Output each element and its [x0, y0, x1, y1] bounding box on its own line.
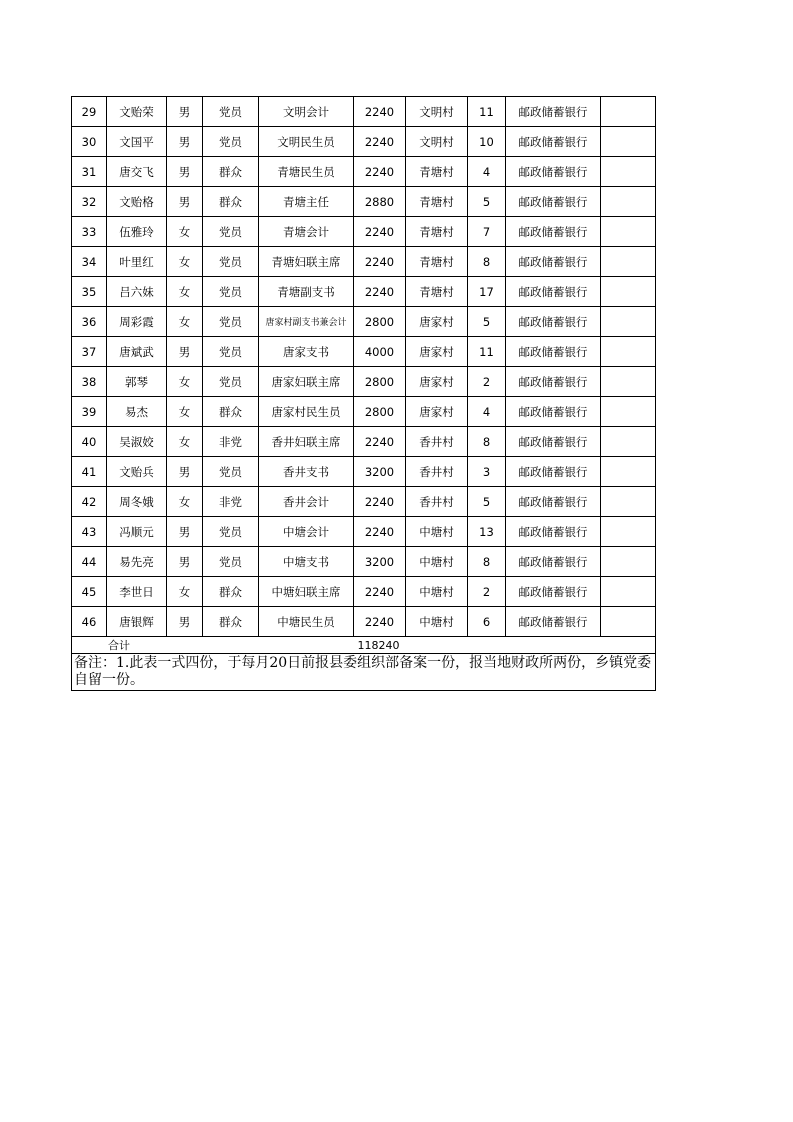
cell-position: 唐家村副支书兼会计: [259, 307, 354, 337]
cell-party: 党员: [203, 367, 259, 397]
cell-party: 党员: [203, 247, 259, 277]
total-row: [72, 637, 656, 654]
cell-name: 文贻兵: [107, 457, 167, 487]
cell-sex: 男: [167, 127, 203, 157]
cell-amount: 3200: [354, 457, 406, 487]
cell-position: 青塘副支书: [259, 277, 354, 307]
cell-party: 群众: [203, 187, 259, 217]
cell-amount: 2880: [354, 187, 406, 217]
cell-remark: [601, 517, 656, 547]
note-row: [72, 654, 656, 691]
cell-party: 群众: [203, 397, 259, 427]
cell-party: 党员: [203, 337, 259, 367]
table-body: [72, 97, 656, 637]
table-row: [72, 217, 656, 247]
cell-months: 4: [468, 157, 506, 187]
cell-village: 青塘村: [406, 277, 468, 307]
table-row: [72, 517, 656, 547]
table-row: [72, 367, 656, 397]
cell-bank: 邮政储蓄银行: [506, 247, 601, 277]
cell-no: 30: [72, 127, 107, 157]
cell-amount: 2800: [354, 397, 406, 427]
cell-village: 香井村: [406, 427, 468, 457]
cell-no: 39: [72, 397, 107, 427]
table-row: [72, 187, 656, 217]
cell-name: 叶里红: [107, 247, 167, 277]
cell-no: 31: [72, 157, 107, 187]
cell-party: 群众: [203, 577, 259, 607]
cell-village: 青塘村: [406, 187, 468, 217]
cell-bank: 邮政储蓄银行: [506, 547, 601, 577]
cell-remark: [601, 427, 656, 457]
cell-name: 郭琴: [107, 367, 167, 397]
table-row: [72, 247, 656, 277]
payroll-table: [71, 96, 656, 691]
cell-months: 5: [468, 487, 506, 517]
cell-amount: 2240: [354, 247, 406, 277]
cell-no: 32: [72, 187, 107, 217]
cell-bank: 邮政储蓄银行: [506, 607, 601, 637]
cell-bank: 邮政储蓄银行: [506, 277, 601, 307]
cell-village: 中塘村: [406, 517, 468, 547]
cell-remark: [601, 367, 656, 397]
cell-sex: 男: [167, 517, 203, 547]
cell-village: 香井村: [406, 487, 468, 517]
cell-amount: 3200: [354, 547, 406, 577]
note-text: 备注：1.此表一式四份，于每月20日前报县委组织部备案一份，报当地财政所两份，乡镇党委自留一份。: [72, 654, 656, 691]
cell-position: 香井会计: [259, 487, 354, 517]
cell-sex: 女: [167, 217, 203, 247]
cell-sex: 男: [167, 97, 203, 127]
cell-party: 群众: [203, 607, 259, 637]
table-row: [72, 337, 656, 367]
cell-remark: [601, 487, 656, 517]
table-row: [72, 457, 656, 487]
table-row: [72, 277, 656, 307]
cell-no: 38: [72, 367, 107, 397]
cell-months: 17: [468, 277, 506, 307]
cell-party: 党员: [203, 217, 259, 247]
cell-months: 5: [468, 307, 506, 337]
cell-bank: 邮政储蓄银行: [506, 187, 601, 217]
cell-bank: 邮政储蓄银行: [506, 217, 601, 247]
cell-remark: [601, 97, 656, 127]
cell-amount: 2240: [354, 517, 406, 547]
cell-months: 4: [468, 397, 506, 427]
cell-village: 香井村: [406, 457, 468, 487]
cell-village: 文明村: [406, 97, 468, 127]
cell-no: 37: [72, 337, 107, 367]
cell-name: 文贻荣: [107, 97, 167, 127]
cell-bank: 邮政储蓄银行: [506, 97, 601, 127]
table-row: [72, 307, 656, 337]
cell-amount: 2240: [354, 157, 406, 187]
cell-no: 34: [72, 247, 107, 277]
cell-remark: [601, 307, 656, 337]
cell-bank: 邮政储蓄银行: [506, 397, 601, 427]
cell-name: 冯顺元: [107, 517, 167, 547]
cell-party: 非党: [203, 427, 259, 457]
cell-bank: 邮政储蓄银行: [506, 487, 601, 517]
cell-village: 唐家村: [406, 367, 468, 397]
table-row: [72, 397, 656, 427]
cell-remark: [601, 217, 656, 247]
cell-name: 文国平: [107, 127, 167, 157]
cell-party: 党员: [203, 277, 259, 307]
cell-no: 42: [72, 487, 107, 517]
cell-bank: 邮政储蓄银行: [506, 577, 601, 607]
cell-bank: 邮政储蓄银行: [506, 127, 601, 157]
cell-name: 周冬娥: [107, 487, 167, 517]
cell-party: 党员: [203, 127, 259, 157]
table-row: [72, 97, 656, 127]
cell-sex: 男: [167, 547, 203, 577]
cell-sex: 女: [167, 367, 203, 397]
cell-position: 中塘妇联主席: [259, 577, 354, 607]
cell-name: 吴淑姣: [107, 427, 167, 457]
cell-amount: 2240: [354, 487, 406, 517]
cell-remark: [601, 337, 656, 367]
cell-village: 中塘村: [406, 547, 468, 577]
cell-position: 中塘民生员: [259, 607, 354, 637]
cell-no: 44: [72, 547, 107, 577]
cell-position: 唐家支书: [259, 337, 354, 367]
cell-months: 11: [468, 97, 506, 127]
cell-name: 文贻格: [107, 187, 167, 217]
cell-party: 党员: [203, 307, 259, 337]
cell-sex: 女: [167, 247, 203, 277]
cell-sex: 女: [167, 487, 203, 517]
cell-months: 8: [468, 247, 506, 277]
table-row: [72, 577, 656, 607]
cell-remark: [601, 577, 656, 607]
cell-amount: 2240: [354, 127, 406, 157]
cell-village: 中塘村: [406, 607, 468, 637]
cell-sex: 男: [167, 337, 203, 367]
cell-bank: 邮政储蓄银行: [506, 427, 601, 457]
cell-sex: 男: [167, 187, 203, 217]
cell-amount: 2240: [354, 277, 406, 307]
cell-name: 易先亮: [107, 547, 167, 577]
cell-village: 文明村: [406, 127, 468, 157]
cell-name: 伍雅玲: [107, 217, 167, 247]
cell-name: 唐银辉: [107, 607, 167, 637]
cell-amount: 4000: [354, 337, 406, 367]
cell-months: 13: [468, 517, 506, 547]
cell-position: 青塘妇联主席: [259, 247, 354, 277]
cell-sex: 女: [167, 577, 203, 607]
cell-no: 45: [72, 577, 107, 607]
cell-position: 中塘支书: [259, 547, 354, 577]
cell-no: 40: [72, 427, 107, 457]
cell-no: 29: [72, 97, 107, 127]
cell-months: 10: [468, 127, 506, 157]
cell-remark: [601, 247, 656, 277]
cell-no: 33: [72, 217, 107, 247]
cell-village: 唐家村: [406, 337, 468, 367]
cell-bank: 邮政储蓄银行: [506, 517, 601, 547]
cell-amount: 2240: [354, 97, 406, 127]
cell-sex: 女: [167, 427, 203, 457]
cell-village: 中塘村: [406, 577, 468, 607]
cell-party: 群众: [203, 157, 259, 187]
cell-remark: [601, 187, 656, 217]
cell-sex: 男: [167, 607, 203, 637]
cell-remark: [601, 157, 656, 187]
cell-sex: 女: [167, 307, 203, 337]
cell-sex: 男: [167, 157, 203, 187]
table-row: [72, 427, 656, 457]
cell-amount: 2240: [354, 217, 406, 247]
cell-no: 41: [72, 457, 107, 487]
cell-party: 党员: [203, 547, 259, 577]
cell-months: 2: [468, 577, 506, 607]
cell-position: 青塘主任: [259, 187, 354, 217]
cell-amount: 2240: [354, 607, 406, 637]
cell-position: 中塘会计: [259, 517, 354, 547]
cell-bank: 邮政储蓄银行: [506, 367, 601, 397]
table-row: [72, 127, 656, 157]
cell-remark: [601, 397, 656, 427]
cell-sex: 女: [167, 277, 203, 307]
cell-position: 文明会计: [259, 97, 354, 127]
cell-remark: [601, 547, 656, 577]
table-row: [72, 157, 656, 187]
total-value: 118240: [357, 638, 400, 652]
cell-village: 唐家村: [406, 307, 468, 337]
cell-name: 唐交飞: [107, 157, 167, 187]
cell-name: 吕六妹: [107, 277, 167, 307]
cell-months: 8: [468, 427, 506, 457]
cell-party: 党员: [203, 517, 259, 547]
cell-bank: 邮政储蓄银行: [506, 457, 601, 487]
cell-no: 46: [72, 607, 107, 637]
cell-party: 党员: [203, 457, 259, 487]
cell-position: 香井支书: [259, 457, 354, 487]
cell-position: 唐家村民生员: [259, 397, 354, 427]
cell-sex: 女: [167, 397, 203, 427]
cell-village: 青塘村: [406, 247, 468, 277]
cell-months: 7: [468, 217, 506, 247]
cell-no: 36: [72, 307, 107, 337]
cell-months: 3: [468, 457, 506, 487]
cell-amount: 2240: [354, 577, 406, 607]
cell-name: 易杰: [107, 397, 167, 427]
cell-village: 青塘村: [406, 217, 468, 247]
cell-months: 2: [468, 367, 506, 397]
cell-months: 5: [468, 187, 506, 217]
cell-remark: [601, 127, 656, 157]
cell-sex: 男: [167, 457, 203, 487]
cell-bank: 邮政储蓄银行: [506, 337, 601, 367]
total-label: 合计: [72, 637, 354, 654]
cell-amount: 2800: [354, 307, 406, 337]
cell-name: 唐斌武: [107, 337, 167, 367]
cell-no: 43: [72, 517, 107, 547]
table-row: [72, 607, 656, 637]
cell-months: 6: [468, 607, 506, 637]
cell-position: 文明民生员: [259, 127, 354, 157]
cell-bank: 邮政储蓄银行: [506, 157, 601, 187]
cell-position: 唐家妇联主席: [259, 367, 354, 397]
cell-position: 青塘会计: [259, 217, 354, 247]
cell-amount: 2800: [354, 367, 406, 397]
cell-months: 8: [468, 547, 506, 577]
cell-name: 李世日: [107, 577, 167, 607]
cell-remark: [601, 607, 656, 637]
cell-remark: [601, 457, 656, 487]
cell-name: 周彩霞: [107, 307, 167, 337]
cell-village: 唐家村: [406, 397, 468, 427]
table-row: [72, 547, 656, 577]
cell-amount: 2240: [354, 427, 406, 457]
cell-party: 非党: [203, 487, 259, 517]
table-row: [72, 487, 656, 517]
cell-position: 青塘民生员: [259, 157, 354, 187]
cell-position: 香井妇联主席: [259, 427, 354, 457]
cell-village: 青塘村: [406, 157, 468, 187]
cell-remark: [601, 277, 656, 307]
cell-months: 11: [468, 337, 506, 367]
cell-no: 35: [72, 277, 107, 307]
cell-party: 党员: [203, 97, 259, 127]
cell-bank: 邮政储蓄银行: [506, 307, 601, 337]
